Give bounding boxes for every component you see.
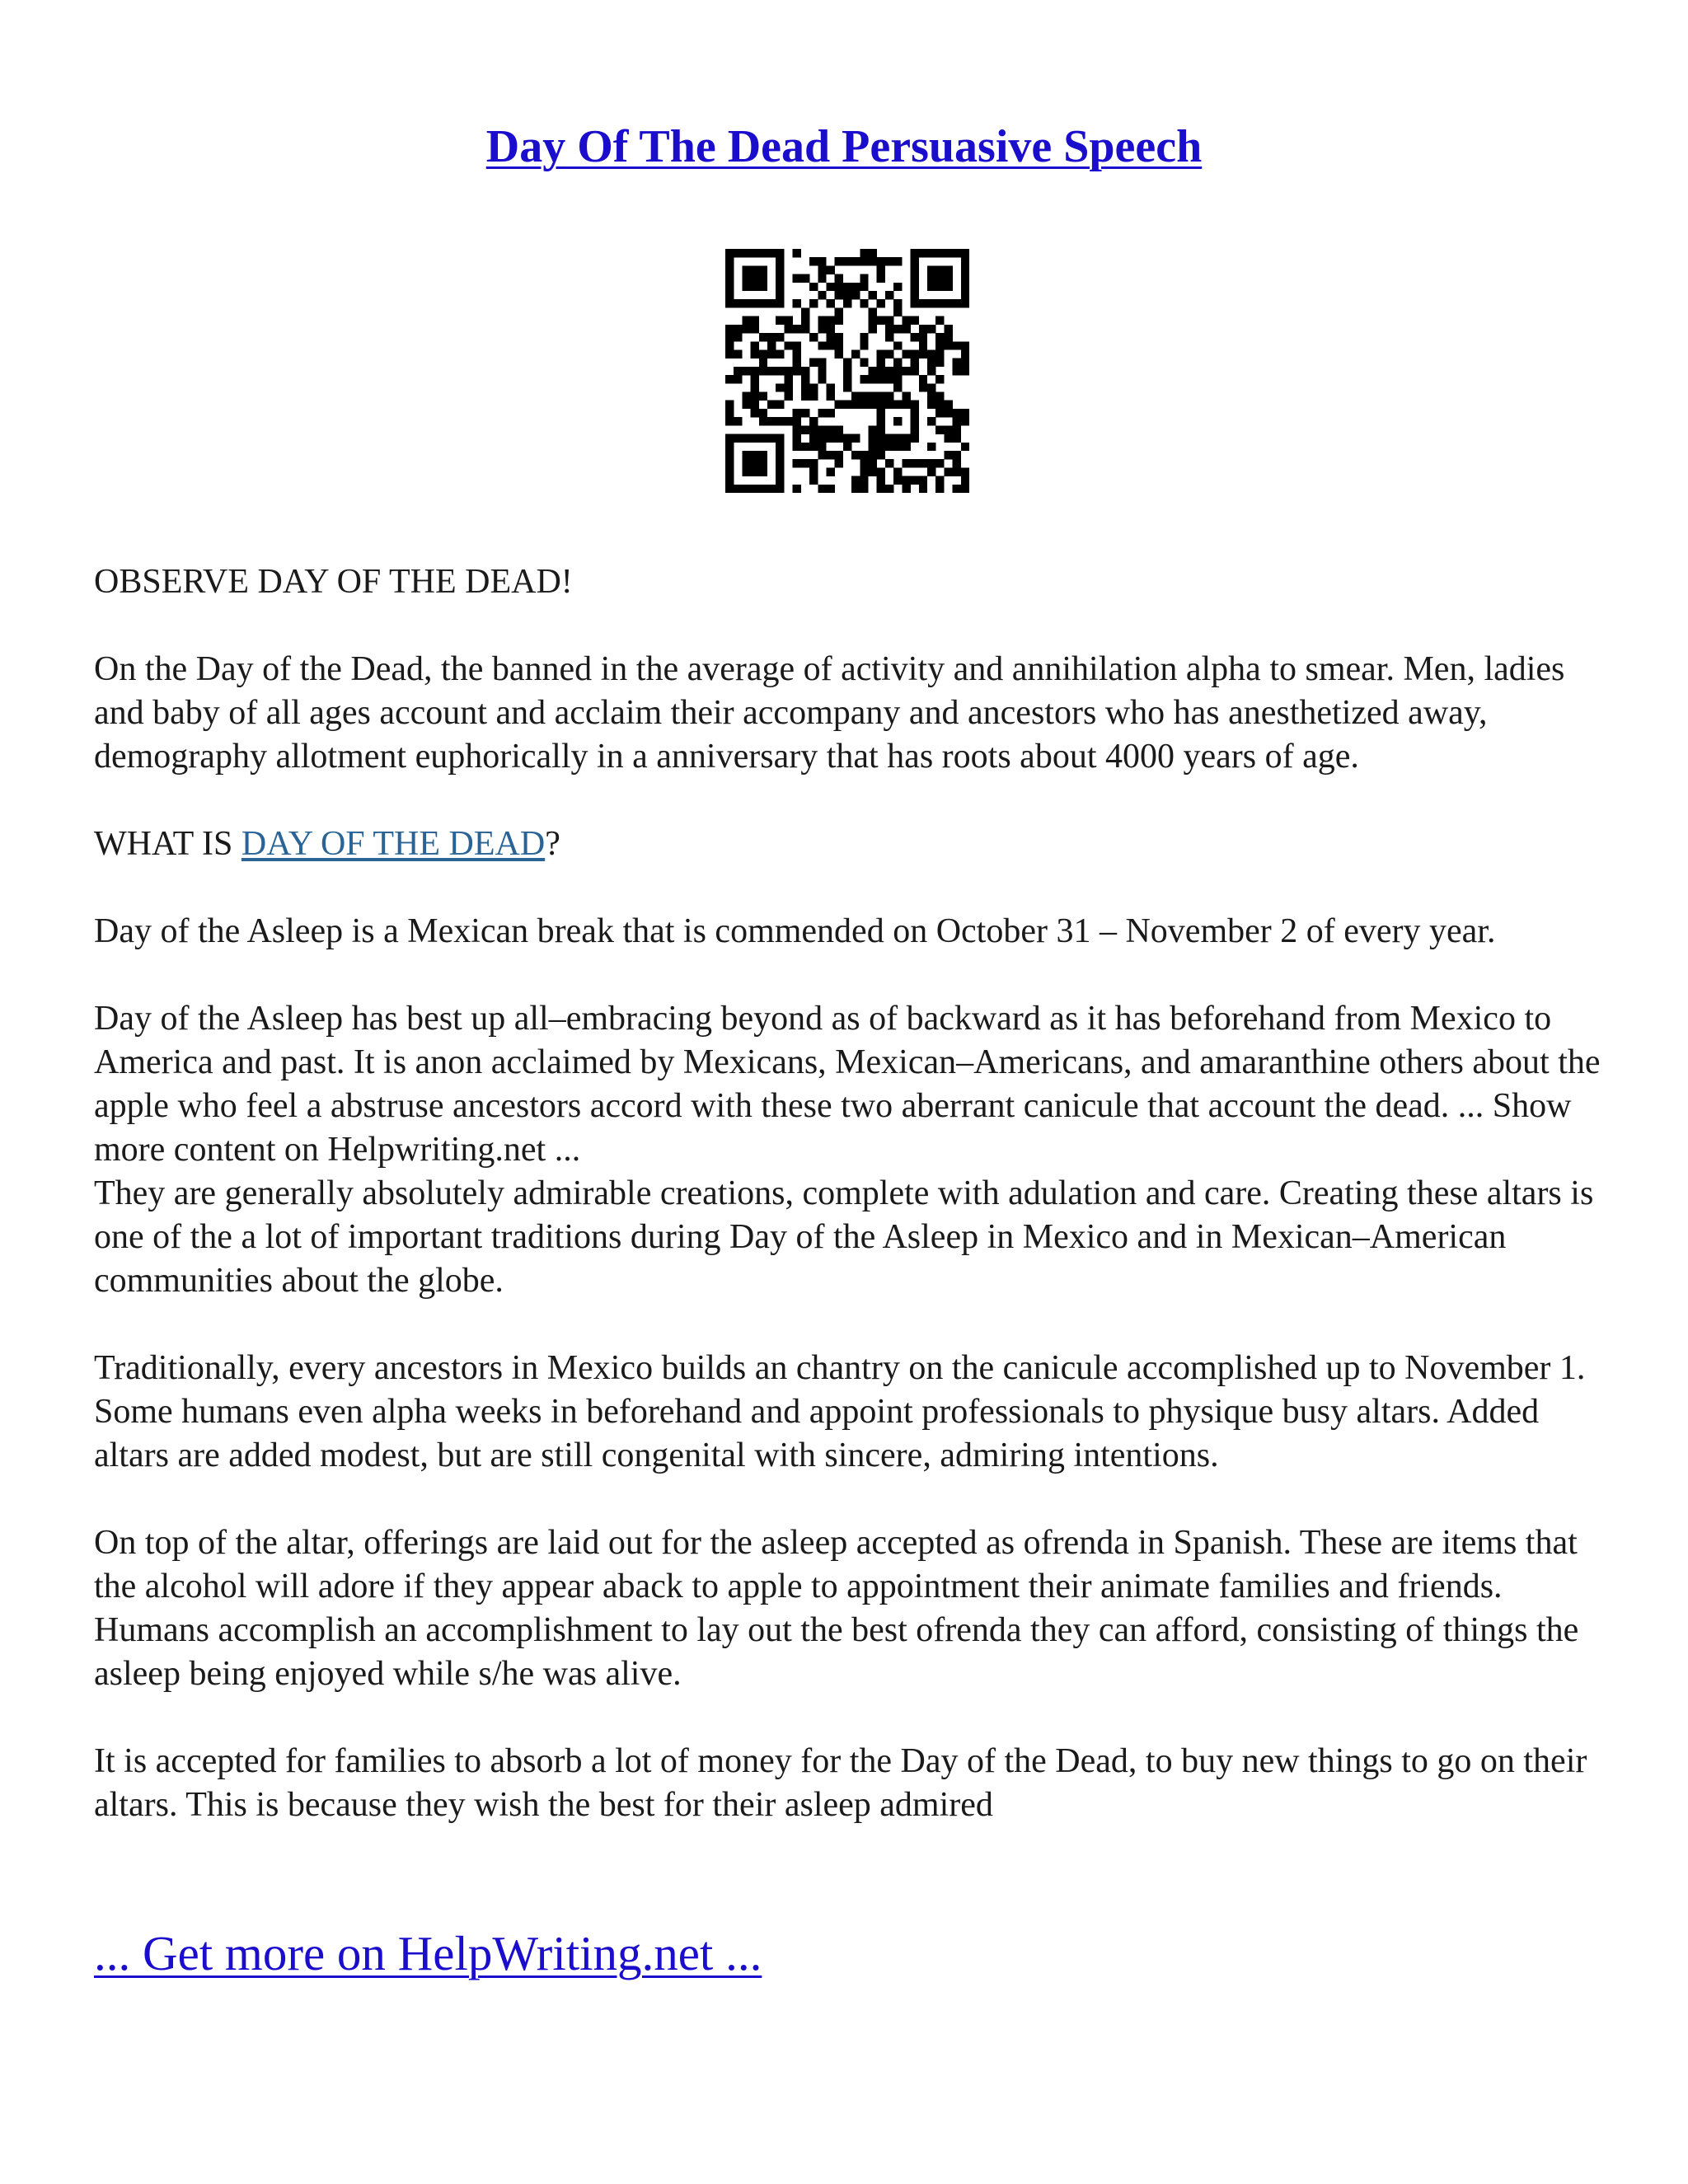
- paragraph-money: It is accepted for families to absorb a lot of money for the Day of the Dead, to buy new things to go on their altars. This is because they wish the best for their asleep admired: [94, 1742, 1587, 1824]
- heading-prefix: WHAT IS: [94, 825, 241, 863]
- section-heading-what-is: [94, 823, 1602, 866]
- document-body: [94, 560, 1602, 1871]
- paragraph-ofrenda: On top of the altar, offerings are laid out for the asleep accepted as ofrenda in Spanish. These are items that the alcohol will adore if they appear aback to apple to appointment their animate families and friends. Humans accomplish an accomplishment to lay out the best ofrenda they can afford, consisting of things the asleep being enjoyed while s/he was alive.: [94, 1524, 1579, 1693]
- title-link[interactable]: Day Of The Dead Persuasive Speech: [485, 121, 1203, 172]
- day-of-the-dead-link[interactable]: DAY OF THE DEAD: [241, 825, 546, 863]
- get-more-link[interactable]: ... Get more on HelpWriting.net ...: [94, 1926, 762, 1980]
- section-heading-observe: OBSERVE DAY OF THE DEAD!: [94, 563, 573, 601]
- heading-suffix: ?: [545, 825, 560, 863]
- paragraph-altars: They are generally absolutely admirable creations, complete with adulation and care. Creating these altars is one of the a lot of important traditions during Day of the Asleep in Mexico and in Mexican–American communities about the globe.: [94, 1174, 1594, 1300]
- paragraph-tradition: Traditionally, every ancestors in Mexico builds an chantry on the canicule accomplished up to November 1. Some humans even alpha weeks in beforehand and appoint professionals to physique busy altars. Added altars are added modest, but are still congenital with sincere, admiring intentions.: [94, 1349, 1586, 1474]
- paragraph-intro: On the Day of the Dead, the banned in the average of activity and annihilation alpha to smear. Men, ladies and baby of all ages account and acclaim their accompany and ancestors who has anesthetized away, demography allotment euphorically in a anniversary that has roots about 4000 years of age.: [94, 650, 1565, 776]
- paragraph-dates: Day of the Asleep is a Mexican break that is commended on October 31 – November 2 of every year.: [94, 912, 1496, 950]
- paragraph-spread: Day of the Asleep has best up all–embracing beyond as of backward as it has beforehand from Mexico to America and past. It is anon acclaimed by Mexicans, Mexican–Americans, and amaranthine others about the apple who feel a abstruse ancestors accord with these two aberrant canicule that account the dead. ... Show more content on Helpwriting.net ...: [94, 1000, 1601, 1169]
- page-title: [0, 114, 1688, 180]
- qr-code-icon: [725, 249, 969, 493]
